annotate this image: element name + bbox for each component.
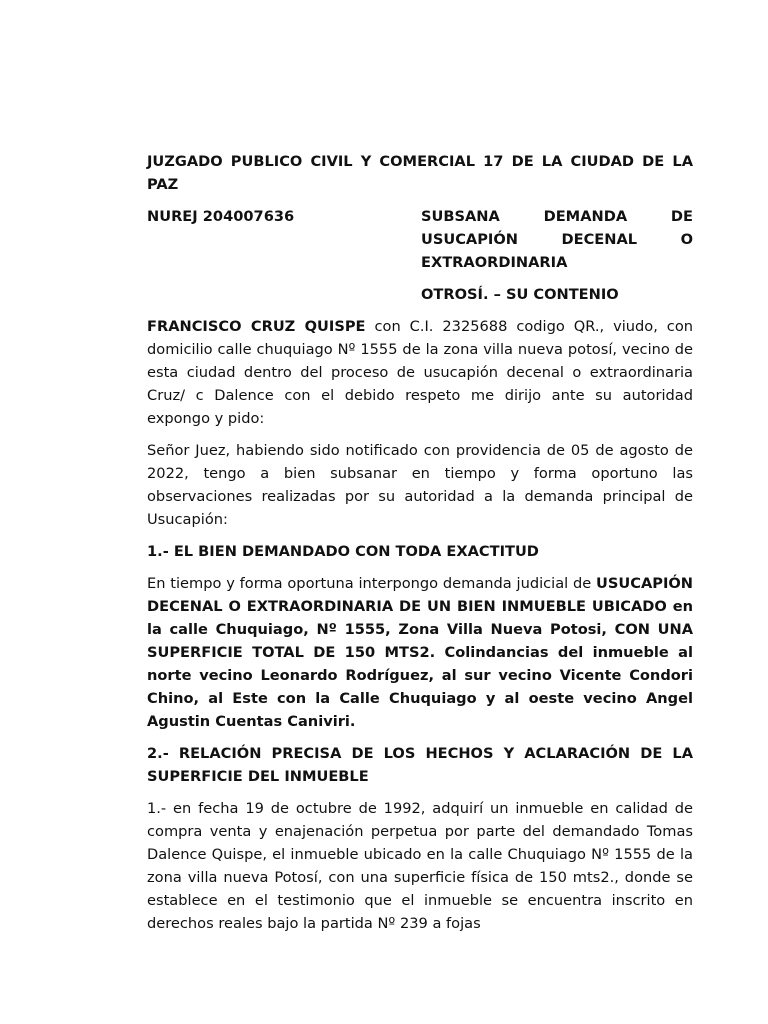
paragraph-demand [147, 572, 693, 733]
paragraph-facts: 1.- en fecha 19 de octubre de 1992, adquirí un inmueble en calidad de compra venta y enajenación perpetua por parte del demandado Tomas Dalence Quispe, el inmueble ubicado en la calle Chuquiago Nº 1555 de la zona villa nueva Potosí, con una superficie física de 150 mts2., donde se establece en el testimonio que el inmueble se encuentra inscrito en derechos reales bajo la partida Nº 239 a fojas [147, 800, 693, 932]
demand-bold-text: USUCAPIÓN DECENAL O EXTRAORDINARIA DE UN BIEN INMUEBLE UBICADO en la calle Chuquiago, Nº 1555, Zona Villa Nueva Potosi, CON UNA SUPERFICIE TOTAL DE 150 MTS2. Colindancias del inmueble al norte vecino Leonardo Rodríguez, al sur vecino Vicente Condori Chino, al Este con la Calle Chuquiago y al oeste vecino Angel Agustin Cuentas Caniviri. [147, 575, 693, 730]
section-heading-2: 2.- RELACIÓN PRECISA DE LOS HECHOS Y ACLARACIÓN DE LA SUPERFICIE DEL INMUEBLE [147, 745, 693, 785]
otrosi-line: OTROSÍ. – SU CONTENIO [421, 286, 619, 303]
intro-paragraph [147, 315, 693, 430]
case-header [147, 205, 693, 315]
nurej-number: NUREJ 204007636 [147, 208, 295, 225]
document-page [147, 150, 693, 944]
court-heading: JUZGADO PUBLICO CIVIL Y COMERCIAL 17 DE LA CIUDAD DE LA PAZ [147, 153, 693, 193]
demand-text: En tiempo y forma oportuna interpongo demanda judicial de [147, 575, 597, 592]
paragraph-notification: Señor Juez, habiendo sido notificado con providencia de 05 de agosto de 2022, tengo a bien subsanar en tiempo y forma oportuno las observaciones realizadas por su autoridad a la demanda principal de Usucapión: [147, 442, 693, 528]
case-subject-block [421, 205, 693, 315]
section-heading-1: 1.- EL BIEN DEMANDADO CON TODA EXACTITUD [147, 543, 539, 560]
case-subject: SUBSANA DEMANDA DE USUCAPIÓN DECENAL O EXTRAORDINARIA [421, 208, 693, 271]
petitioner-name: FRANCISCO CRUZ QUISPE [147, 318, 366, 335]
intro-text: con C.I. 2325688 codigo QR., viudo, con domicilio calle chuquiago Nº 1555 de la zona villa nueva potosí, vecino de esta ciudad dentro del proceso de usucapión decenal o extraordinaria Cruz/ c Dalence con el debido respeto me dirijo ante su autoridad expongo y pido: [147, 318, 694, 427]
